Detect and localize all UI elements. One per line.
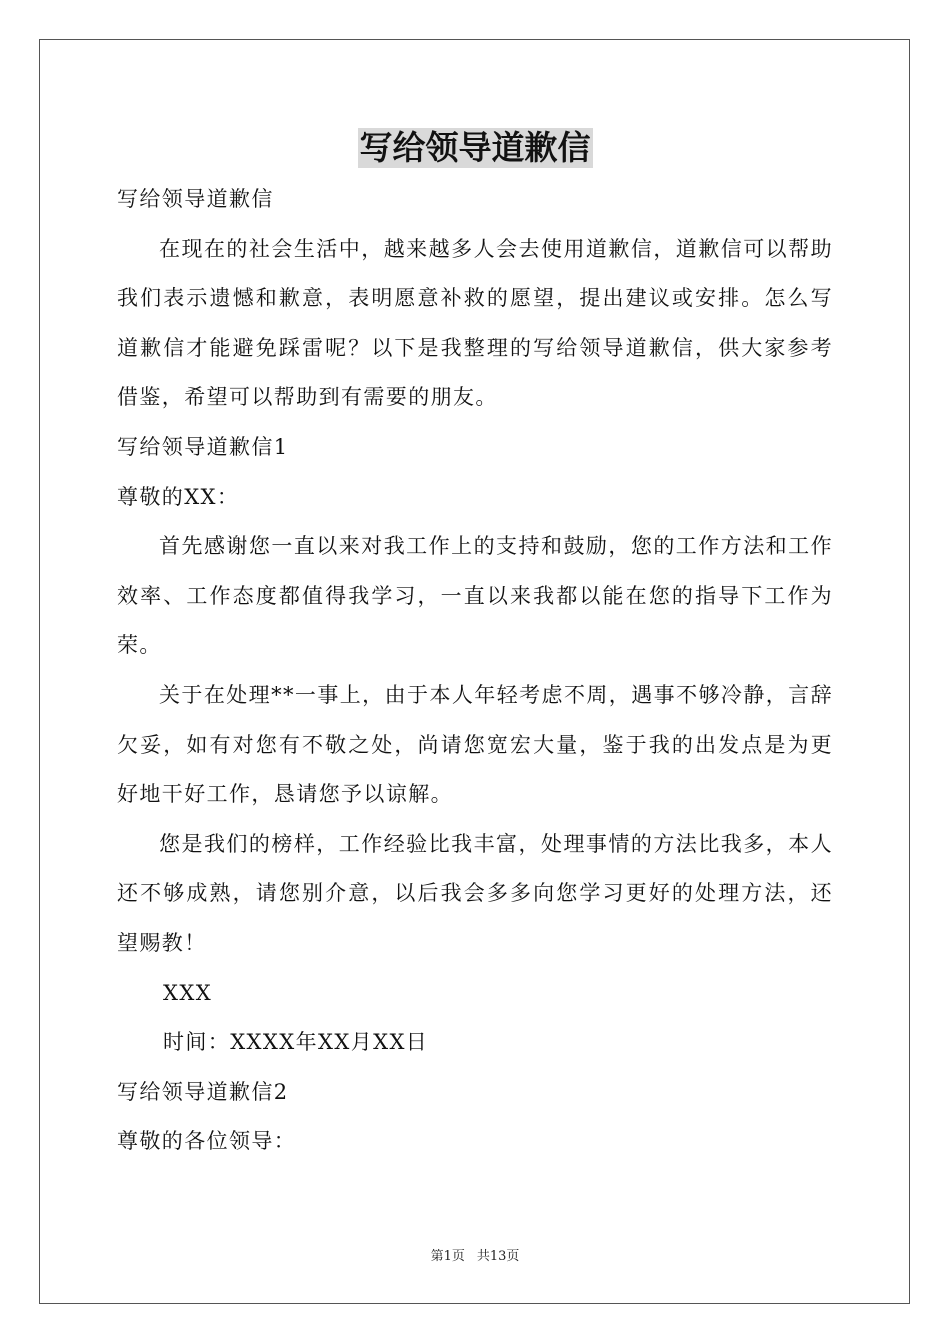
intro-paragraph: 在现在的社会生活中，越来越多人会去使用道歉信，道歉信可以帮助我们表示遗憾和歉意，表明愿意补救的愿望，提出建议或安排。怎么写道歉信才能避免踩雷呢？以下是我整理的写给领导道歉信，供大家参考借鉴，希望可以帮助到有需要的朋友。 — [117, 236, 833, 410]
letter1-paragraph: 关于在处理**一事上，由于本人年轻考虑不周，遇事不够冷静，言辞欠妥，如有对您有不敬之处，尚请您宽宏大量，鉴于我的出发点是为更好地干好工作，恳请您予以谅解。 — [117, 682, 833, 807]
letter2-heading: 写给领导道歉信2 — [117, 1079, 289, 1104]
document-title: 写给领导道歉信 — [359, 128, 591, 167]
letter1-salutation: 尊敬的XX： — [117, 484, 240, 509]
letter1-paragraph: 首先感谢您一直以来对我工作上的支持和鼓励，您的工作方法和工作效率、工作态度都值得我学习，一直以来我都以能在您的指导下工作为荣。 — [117, 534, 833, 658]
letter1-heading: 写给领导道歉信1 — [117, 434, 289, 459]
letter1-paragraph: 您是我们的榜样，工作经验比我丰富，处理事情的方法比我多，本人还不够成熟，请您别介意，以后我会多多向您学习更好的处理方法，还望赐教！ — [117, 831, 833, 955]
title-wrap — [0, 128, 950, 168]
subtitle: 写给领导道歉信 — [117, 187, 274, 211]
letter1-date: 时间：XXXX年XX月XX日 — [163, 1030, 429, 1055]
document-body — [117, 175, 833, 1167]
page-number-current: 第1页 — [430, 1249, 465, 1264]
letter2-salutation: 尊敬的各位领导： — [117, 1129, 297, 1154]
page-footer — [0, 1248, 950, 1266]
page-number-total: 共13页 — [476, 1249, 520, 1264]
letter1-signature: XXX — [163, 980, 213, 1005]
